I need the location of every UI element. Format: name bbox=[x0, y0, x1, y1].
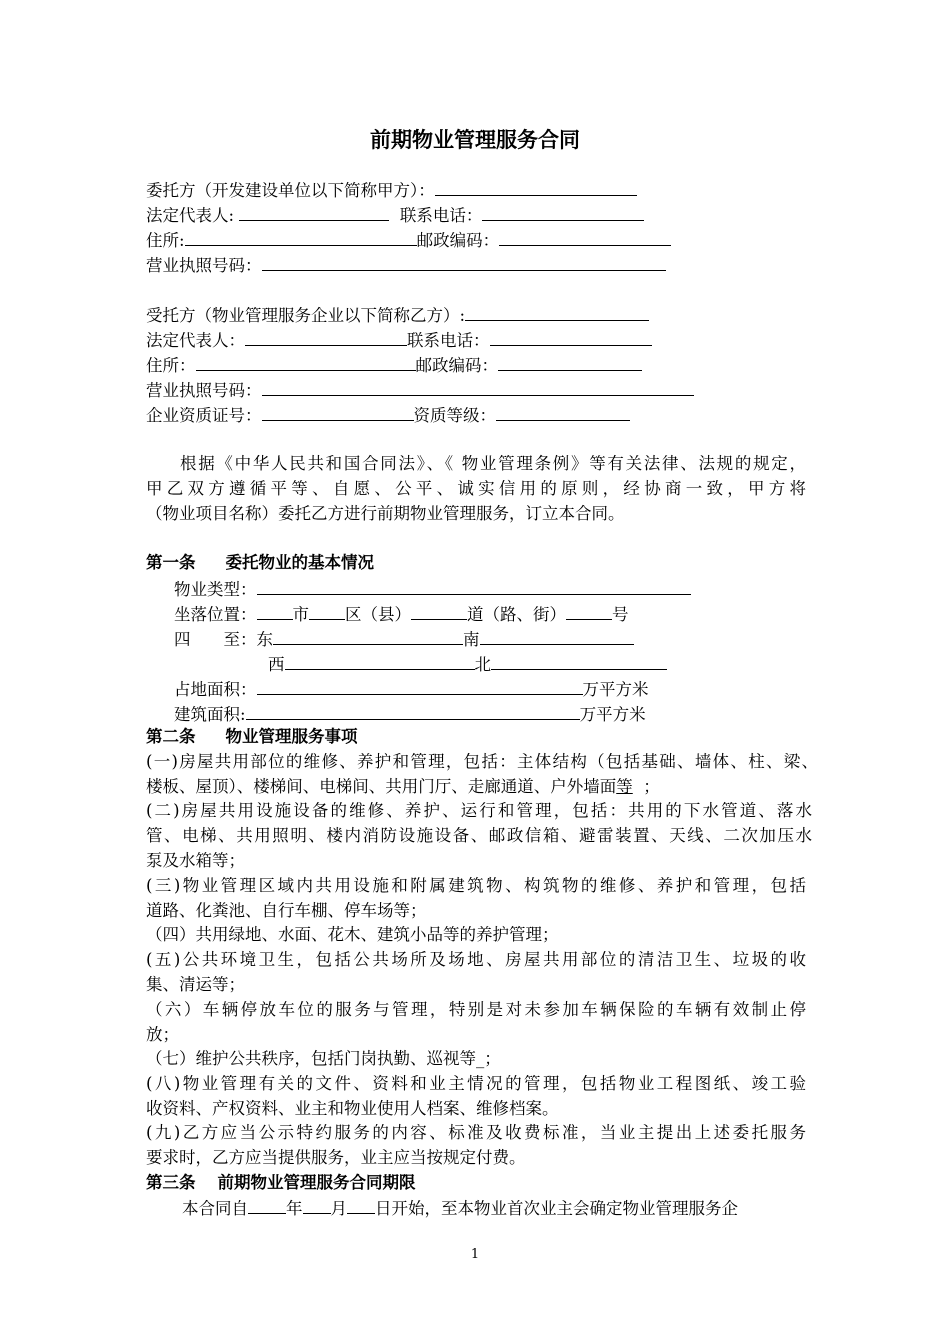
document-title: 前期物业管理服务合同 bbox=[370, 128, 580, 152]
south-blank[interactable] bbox=[480, 627, 634, 645]
service-line-16: (九)乙方应当公示特约服务的内容、标准及收费标准，当业主提出上述委托服务 bbox=[146, 1123, 806, 1142]
intro-line-2: 甲乙双方遵循平等、自愿、公平、诚实信用的原则，经协商一致，甲方将 bbox=[146, 479, 806, 498]
service-line-4: 管、电梯、共用照明、楼内消防设施设备、邮政信箱、避雷装置、天线、二次加压水 bbox=[146, 826, 812, 845]
intro-line-1: 根据《中华人民共和国合同法》、《 物业管理条例》等有关法律、法规的规定， bbox=[180, 454, 806, 473]
build-area-unit: 万平方米 bbox=[579, 705, 646, 724]
article-2-heading bbox=[146, 726, 358, 750]
party-b-postcode-blank[interactable] bbox=[498, 353, 642, 371]
service-line-13: （七）维护公共秩序，包括门岗执勤、巡视等_； bbox=[146, 1049, 501, 1068]
party-a-license-line bbox=[146, 253, 666, 277]
article-1-heading bbox=[146, 552, 374, 576]
party-a-phone-label: 联系电话： bbox=[399, 206, 483, 225]
build-area-line bbox=[174, 702, 646, 726]
service-line-1: (一)房屋共用部位的维修、养护和管理，包括：主体结构（包括基础、墙体、柱、梁、 bbox=[146, 752, 818, 771]
east-blank[interactable] bbox=[273, 627, 463, 645]
land-area-label: 占地面积： bbox=[174, 680, 257, 699]
article-1-number: 第一条 bbox=[146, 553, 196, 572]
party-b-rep-line bbox=[146, 328, 652, 352]
party-b-cert-blank[interactable] bbox=[262, 403, 414, 421]
party-a-license-blank[interactable] bbox=[262, 253, 666, 271]
property-type-blank[interactable] bbox=[257, 577, 691, 595]
location-line bbox=[174, 602, 629, 626]
intro-line-3: （物业项目名称）委托乙方进行前期物业管理服务，订立本合同。 bbox=[146, 504, 625, 523]
party-a-rep-label: 法定代表人: bbox=[146, 206, 235, 225]
service-line-9: (五)公共环境卫生，包括公共场所及场地、房屋共用部位的清洁卫生、垃圾的收 bbox=[146, 950, 806, 969]
service-line-15: 收资料、产权资料、业主和物业使用人档案、维修档案。 bbox=[146, 1099, 559, 1118]
party-b-label: 受托方（物业管理服务企业以下简称乙方）: bbox=[146, 306, 466, 325]
build-area-label: 建筑面积: bbox=[174, 705, 246, 724]
party-a-address-blank[interactable] bbox=[185, 228, 417, 246]
term-start-label: 本合同自 bbox=[182, 1199, 248, 1218]
number-blank[interactable] bbox=[566, 602, 612, 620]
article-3-title: 前期物业管理服务合同期限 bbox=[217, 1173, 416, 1192]
party-a-postcode-label: 邮政编码： bbox=[416, 231, 500, 250]
day-blank[interactable] bbox=[347, 1196, 375, 1214]
party-b-rep-blank[interactable] bbox=[245, 328, 407, 346]
party-a-address-line bbox=[146, 228, 671, 252]
service-line-12: 放； bbox=[146, 1025, 179, 1044]
party-a-blank[interactable] bbox=[435, 178, 637, 196]
west-blank[interactable] bbox=[285, 652, 475, 670]
service-line-3: (二)房屋共用设施设备的维修、养护、运行和管理，包括：共用的下水管道、落水 bbox=[146, 801, 812, 820]
party-b-license-blank[interactable] bbox=[262, 378, 694, 396]
year-blank[interactable] bbox=[248, 1196, 286, 1214]
number-label: 号 bbox=[612, 605, 629, 624]
south-label: 南 bbox=[463, 630, 480, 649]
party-b-blank[interactable] bbox=[465, 303, 649, 321]
service-line-11: （六）车辆停放车位的服务与管理，特别是对未参加车辆保险的车辆有效制止停 bbox=[146, 1000, 806, 1019]
bounds-line-1 bbox=[174, 627, 634, 651]
road-blank[interactable] bbox=[411, 602, 467, 620]
year-label: 年 bbox=[286, 1199, 303, 1218]
party-a-phone-blank[interactable] bbox=[482, 203, 644, 221]
service-line-10: 集、清运等； bbox=[146, 975, 245, 994]
service-line-7: 道路、化粪池、自行车棚、停车场等； bbox=[146, 901, 427, 920]
service-line-2-text: 楼板、屋顶）、楼梯间、电梯间、共用门厅、走廊通道、户外墙面 bbox=[146, 777, 617, 796]
party-b-cert-label: 企业资质证号： bbox=[146, 406, 262, 425]
bounds-line-2 bbox=[268, 652, 667, 676]
district-label: 区（县） bbox=[345, 605, 411, 624]
party-b-line bbox=[146, 303, 649, 327]
party-a-label: 委托方（开发建设单位以下简称甲方）： bbox=[146, 181, 435, 200]
service-line-2 bbox=[146, 776, 660, 800]
location-label: 坐落位置： bbox=[174, 605, 257, 624]
west-label: 西 bbox=[268, 655, 285, 674]
month-blank[interactable] bbox=[303, 1196, 331, 1214]
party-a-address-label: 住所: bbox=[146, 231, 185, 250]
party-b-postcode-label: 邮政编码： bbox=[415, 356, 498, 375]
page-number: 1 bbox=[470, 1247, 480, 1262]
property-type-label: 物业类型： bbox=[174, 580, 257, 599]
land-area-blank[interactable] bbox=[257, 677, 583, 695]
article-2-number: 第二条 bbox=[146, 727, 196, 746]
service-line-14: (八)物业管理有关的文件、资料和业主情况的管理，包括物业工程图纸、竣工验 bbox=[146, 1074, 806, 1093]
property-type-line bbox=[174, 577, 691, 601]
build-area-blank[interactable] bbox=[246, 702, 580, 720]
party-a-line bbox=[146, 178, 637, 202]
east-label: 东 bbox=[256, 630, 273, 649]
bounds-label: 四 至： bbox=[174, 630, 257, 649]
party-b-phone-label: 联系电话： bbox=[407, 331, 490, 350]
party-a-rep-blank[interactable] bbox=[239, 203, 389, 221]
party-b-address-line bbox=[146, 353, 642, 377]
party-b-address-blank[interactable] bbox=[196, 353, 416, 371]
article-3-number: 第三条 bbox=[146, 1173, 196, 1192]
north-label: 北 bbox=[474, 655, 491, 674]
party-a-postcode-blank[interactable] bbox=[499, 228, 671, 246]
service-line-17: 要求时，乙方应当提供服务，业主应当按规定付费。 bbox=[146, 1148, 526, 1167]
article-1-title: 委托物业的基本情况 bbox=[225, 553, 374, 572]
service-line-6: (三)物业管理区域内共用设施和附属建筑物、构筑物的维修、养护和管理，包括 bbox=[146, 876, 806, 895]
city-blank[interactable] bbox=[257, 602, 293, 620]
service-line-5: 泵及水箱等； bbox=[146, 851, 245, 870]
city-label: 市 bbox=[292, 605, 309, 624]
article-3-heading bbox=[146, 1172, 416, 1196]
party-b-cert-line bbox=[146, 403, 630, 427]
month-label: 月 bbox=[330, 1199, 347, 1218]
term-rest: 日开始，至本物业首次业主会确定物业管理服务企 bbox=[375, 1199, 738, 1218]
party-b-license-line bbox=[146, 378, 694, 402]
party-a-license-label: 营业执照号码： bbox=[146, 256, 262, 275]
north-blank[interactable] bbox=[491, 652, 667, 670]
district-blank[interactable] bbox=[309, 602, 345, 620]
article-2-title: 物业管理服务事项 bbox=[225, 727, 358, 746]
land-area-unit: 万平方米 bbox=[582, 680, 649, 699]
road-label: 道（路、街） bbox=[467, 605, 566, 624]
party-b-phone-blank[interactable] bbox=[490, 328, 652, 346]
service-line-8: （四）共用绿地、水面、花木、建筑小品等的养护管理； bbox=[146, 925, 559, 944]
service-line-2-underlined: 等 bbox=[616, 777, 633, 796]
land-area-line bbox=[174, 677, 649, 701]
service-line-2-end: ； bbox=[643, 777, 660, 796]
term-line bbox=[182, 1196, 738, 1220]
party-b-license-label: 营业执照号码： bbox=[146, 381, 262, 400]
party-b-grade-label: 资质等级： bbox=[413, 406, 496, 425]
party-a-rep-line bbox=[146, 203, 644, 227]
party-b-address-label: 住所： bbox=[146, 356, 196, 375]
party-b-rep-label: 法定代表人： bbox=[146, 331, 245, 350]
party-b-grade-blank[interactable] bbox=[496, 403, 630, 421]
